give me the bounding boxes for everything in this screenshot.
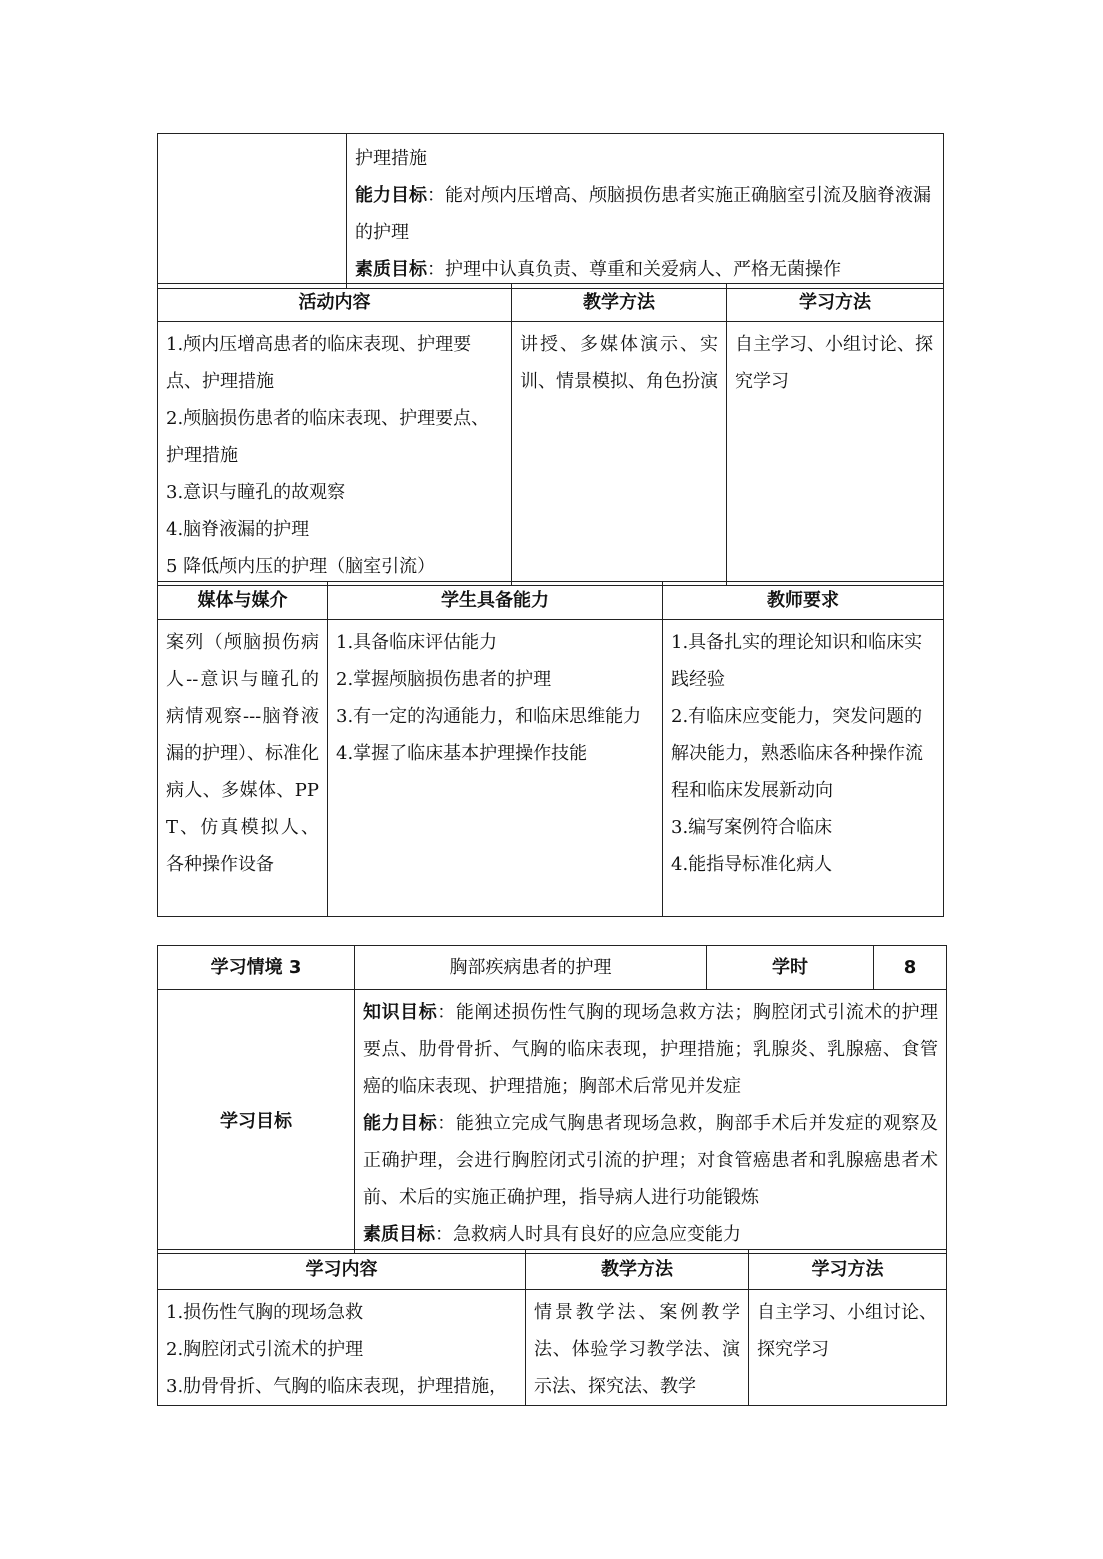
list-item: 1.具备临床评估能力 [336,632,498,653]
ability-goal-label: 能力目标 [355,185,427,206]
situation-label: 学习情境 3 [158,946,355,990]
list-item: 1.颅内压增高患者的临床表现、护理要点、护理措施 [166,334,472,392]
quality-goal-label: 素质目标 [363,1224,435,1245]
ability-goal-label: 能力目标 [363,1113,438,1134]
quality-goal-label: 素质目标 [355,259,427,280]
student-ability-cell [328,620,663,917]
header-learning-content: 学习内容 [158,1250,526,1290]
list-item: 2.胸腔闭式引流术的护理 [166,1339,364,1360]
list-item: 4.掌握了临床基本护理操作技能 [336,743,588,764]
table-1-activity [157,283,944,586]
list-item: 2.掌握颅脑损伤患者的护理 [336,669,552,690]
quality-goal-text: ：急救病人时具有良好的应急应变能力 [435,1224,741,1245]
header-learning-method: 学习方法 [749,1250,947,1290]
table-2-goals [157,989,947,1254]
teaching-method-cell: 情景教学法、案例教学法、体验学习教学法、演示法、探究法、教学 [526,1290,749,1406]
table-2-content [157,1249,947,1406]
header-media: 媒体与媒介 [158,582,328,620]
teaching-method-cell: 讲授、多媒体演示、实训、情景模拟、角色扮演 [512,322,727,586]
list-item: 3.编写案例符合临床 [671,817,833,838]
header-learning-method: 学习方法 [727,284,944,322]
header-teaching-method: 教学方法 [526,1250,749,1290]
goal-line: 护理措施 [355,148,427,169]
list-item: 2.有临床应变能力，突发问题的解决能力，熟悉临床各种操作流程和临床发展新动向 [671,706,923,801]
hours-label: 学时 [707,946,874,990]
table-2-header [157,945,947,990]
knowledge-goal-text: ：能阐述损伤性气胸的现场急救方法；胸腔闭式引流术的护理要点、肋骨骨折、气胸的临床表现，护理措施；乳腺炎、乳腺癌、食管癌的临床表现、护理措施；胸部术后常见并发症 [363,1002,939,1097]
list-item: 5 降低颅内压的护理（脑室引流） [166,556,436,577]
list-item: 3.意识与瞳孔的故观察 [166,482,346,503]
header-student-ability: 学生具备能力 [328,582,663,620]
learning-content-cell [158,1290,526,1406]
goals-label: 学习目标 [158,990,355,1254]
teacher-requirements-cell [663,620,944,917]
goals-cell [347,134,944,289]
list-item: 2.颅脑损伤患者的临床表现、护理要点、护理措施 [166,408,490,466]
empty-label-cell [158,134,347,289]
list-item: 3.有一定的沟通能力，和临床思维能力 [336,706,642,727]
list-item: 1.损伤性气胸的现场急救 [166,1302,364,1323]
header-teaching-method: 教学方法 [512,284,727,322]
table-1-media [157,581,944,917]
learning-method-cell: 自主学习、小组讨论、探究学习 [749,1290,947,1406]
quality-goal-text: ：护理中认真负责、尊重和关爱病人、严格无菌操作 [427,259,841,280]
situation-title: 胸部疾病患者的护理 [355,946,707,990]
header-activity-content: 活动内容 [158,284,512,322]
media-cell: 案列（颅脑损伤病人--意识与瞳孔的病情观察---脑脊液漏的护理）、标准化病人、多媒体、PPT、仿真模拟人、各种操作设备 [158,620,328,917]
learning-method-cell: 自主学习、小组讨论、探究学习 [727,322,944,586]
list-item: 4.脑脊液漏的护理 [166,519,310,540]
hours-value: 8 [874,946,947,990]
ability-goal-text: ：能独立完成气胸患者现场急救，胸部手术后并发症的观察及正确护理，会进行胸腔闭式引流的护理；对食管癌患者和乳腺癌患者术前、术后的实施正确护理，指导病人进行功能锻炼 [363,1113,939,1208]
header-teacher-requirements: 教师要求 [663,582,944,620]
ability-goal-text: ：能对颅内压增高、颅脑损伤患者实施正确脑室引流及脑脊液漏的护理 [355,185,931,243]
knowledge-goal-label: 知识目标 [363,1002,438,1023]
list-item: 3.肋骨骨折、气胸的临床表现，护理措施， [166,1376,508,1397]
list-item: 1.具备扎实的理论知识和临床实践经验 [671,632,923,690]
list-item: 4.能指导标准化病人 [671,854,833,875]
goals-cell [355,990,947,1254]
activity-content-cell [158,322,512,586]
table-1-goals [157,133,944,289]
